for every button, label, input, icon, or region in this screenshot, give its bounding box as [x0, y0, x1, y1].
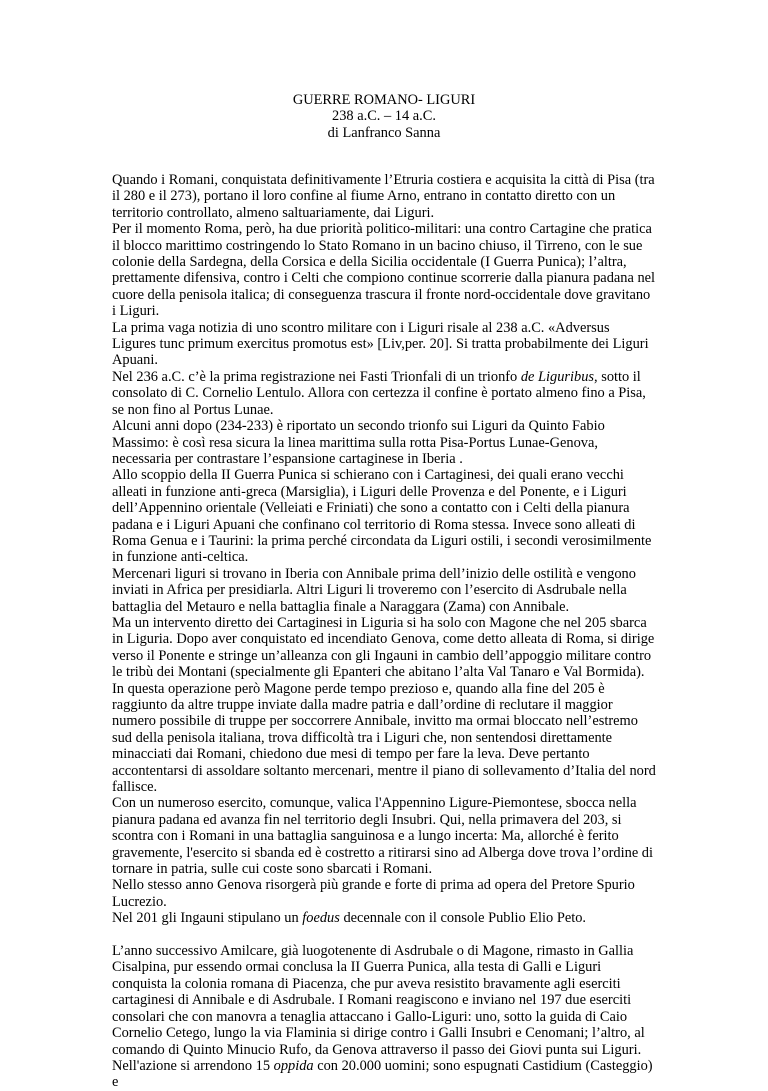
document-author: di Lanfranco Sanna — [327, 124, 441, 141]
paragraph — [112, 1058, 657, 1091]
italic-text: oppida — [273, 1057, 314, 1074]
paragraph: Per il momento Roma, però, ha due priorità politico-militari: una contro Cartagine che pratica il blocco marittimo costringendo lo Stato Romano in un bacino chiuso, il Tirreno, con le sue colonie della Sardegna, della Corsica e della Sicilia occidentale (I Guerra Punica); l’altra, prettamente difensiva, contro i Celti che compiono continue scorrerie dalla pianura padana nel cuore della penisola italica; di conseguenza trascura il fronte nord-occidentale dove gravitano i Liguri. — [112, 221, 656, 320]
document-title: GUERRE ROMANO- LIGURI — [292, 92, 476, 108]
paragraph: L’anno successivo Amilcare, già luogotenente di Asdrubale o di Magone, rimasto in Gallia Cisalpina, pur essendo ormai conclusa la II Guerra Punica, alla testa di Galli e Liguri conquista la colonia romana di Piacenza, che pur aveva resistito bravamente agli eserciti cartaginesi di Annibale e di Asdrubale. I Romani reagiscono e inviano nel 197 due eserciti consolari che con manovra a tenaglia attaccano i Gallo-Liguri: uno, sotto la guida di Caio Cornelio Cetego, lungo la via Flaminia si dirige contro i Galli Insubri e Cenomani; l’altro, al comando di Quinto Minucio Rufo, da Genova attraverso il passo dei Giovi punta sui Liguri. — [112, 943, 645, 1058]
paragraph-spacer — [112, 927, 657, 943]
document-dates: 238 a.C. – 14 a.C. — [332, 108, 436, 125]
paragraph: Nello stesso anno Genova risorgerà più grande e forte di prima ad opera del Pretore Spurio Lucrezio. — [112, 877, 635, 910]
paragraph — [112, 369, 657, 418]
text-run: Nel 201 gli Ingauni stipulano un — [112, 910, 303, 927]
paragraph: Con un numeroso esercito, comunque, valica l'Appennino Ligure-Piemontese, sbocca nella pianura padana ed avanza fin nel territorio degli Insubri. Qui, nella primavera del 203, si scontra con i Romani in una battaglia sanguinosa e a lungo incerta: Ma, allorché è ferito gravemente, l'esercito si sbanda ed è costretto a ritirarsi sino ad Alberga dove trova l’ordine di tornare in patria, sulle cui coste sono sbarcati i Romani. — [112, 795, 653, 878]
text-run: Nel 236 a.C. c’è la prima registrazione nei Fasti Trionfali di un trionfo — [112, 368, 521, 385]
text-run: , sotto il consolato di C. Cornelio Lentulo. Allora con certezza il confine è portato almeno fino a Pisa, se non fino al Portus Lunae. — [112, 368, 646, 418]
document-header — [0, 92, 768, 141]
paragraph: Ma un intervento diretto dei Cartaginesi in Liguria si ha solo con Magone che nel 205 sbarca in Liguria. Dopo aver conquistato ed incendiato Genova, come detto alleata di Roma, si dirige verso il Ponente e stringe un’alleanza con gli Ingauni in cambio dell’appoggio militare contro le tribù dei Montani (specialmente gli Epanteri che abitano l’alta Val Tanaro e Val Bormida). — [112, 614, 655, 681]
document-body — [112, 172, 657, 1091]
italic-text: foedus — [302, 910, 340, 927]
text-run: Nell'azione si arrendono 15 — [112, 1057, 274, 1074]
text-run: decennale con il console Publio Elio Peto. — [339, 910, 587, 927]
paragraph: Quando i Romani, conquistata definitivamente l’Etruria costiera e acquisita la città di Pisa (tra il 280 e il 273), portano il loro confine al fiume Arno, entrano in contatto diretto con un territorio controllato, almeno saltuariamente, dai Liguri. — [112, 172, 655, 221]
paragraph: Allo scoppio della II Guerra Punica si schierano con i Cartaginesi, dei quali erano vecchi alleati in funzione anti-greca (Marsiglia), i Liguri delle Provenza e del Ponente, e i Liguri dell’Appennino orientale (Velleiati e Friniati) che sono a contatto con i Celti della pianura padana e i Liguri Apuani che confinano col territorio di Roma stessa. Invece sono alleati di Roma Genua e i Taurini: la prima perché circondata da Liguri ostili, i secondi verosimilmente in funzione anti-celtica. — [112, 467, 652, 566]
paragraph: In questa operazione però Magone perde tempo prezioso e, quando alla fine del 205 è raggiunto da altre truppe inviate dalla madre patria e dall’ordine di reclutare il maggior numero possibile di truppe per soccorrere Annibale, invitto ma ormai bloccato nell’estremo sud della penisola italiana, trova difficoltà tra i Liguri che, non sentendosi direttamente minacciati dai Romani, chiedono due mesi di tempo per fare la leva. Deve pertanto accontentarsi di assoldare soltanto mercenari, mentre il piano di sollevamento d’Italia del nord fallisce. — [112, 680, 656, 796]
paragraph: Mercenari liguri si trovano in Iberia con Annibale prima dell’inizio delle ostilità e vengono inviati in Africa per presidiarla. Altri Liguri li troveremo con l’esercito di Asdrubale nella battaglia del Metauro e nella battaglia finale a Naraggara (Zama) con Annibale. — [112, 565, 636, 615]
paragraph — [112, 910, 657, 926]
italic-text: de Liguribus — [520, 368, 595, 385]
paragraph: La prima vaga notizia di uno scontro militare con i Liguri risale al 238 a.C. «Adversus Ligures tunc primum exercitus promotus est» [Liv,per. 20]. Si tratta probabilmente dei Liguri Apuani. — [112, 319, 649, 369]
text-run: con 20.000 uomini; sono espugnati Castidium (Casteggio) e — [112, 1057, 653, 1091]
paragraph: Alcuni anni dopo (234-233) è riportato un secondo trionfo sui Liguri da Quinto Fabio Massimo: è così resa sicura la linea marittima sulla rotta Pisa-Portus Lunae-Genova, necessaria per contrastare l’espansione cartaginese in Iberia . — [112, 418, 605, 467]
